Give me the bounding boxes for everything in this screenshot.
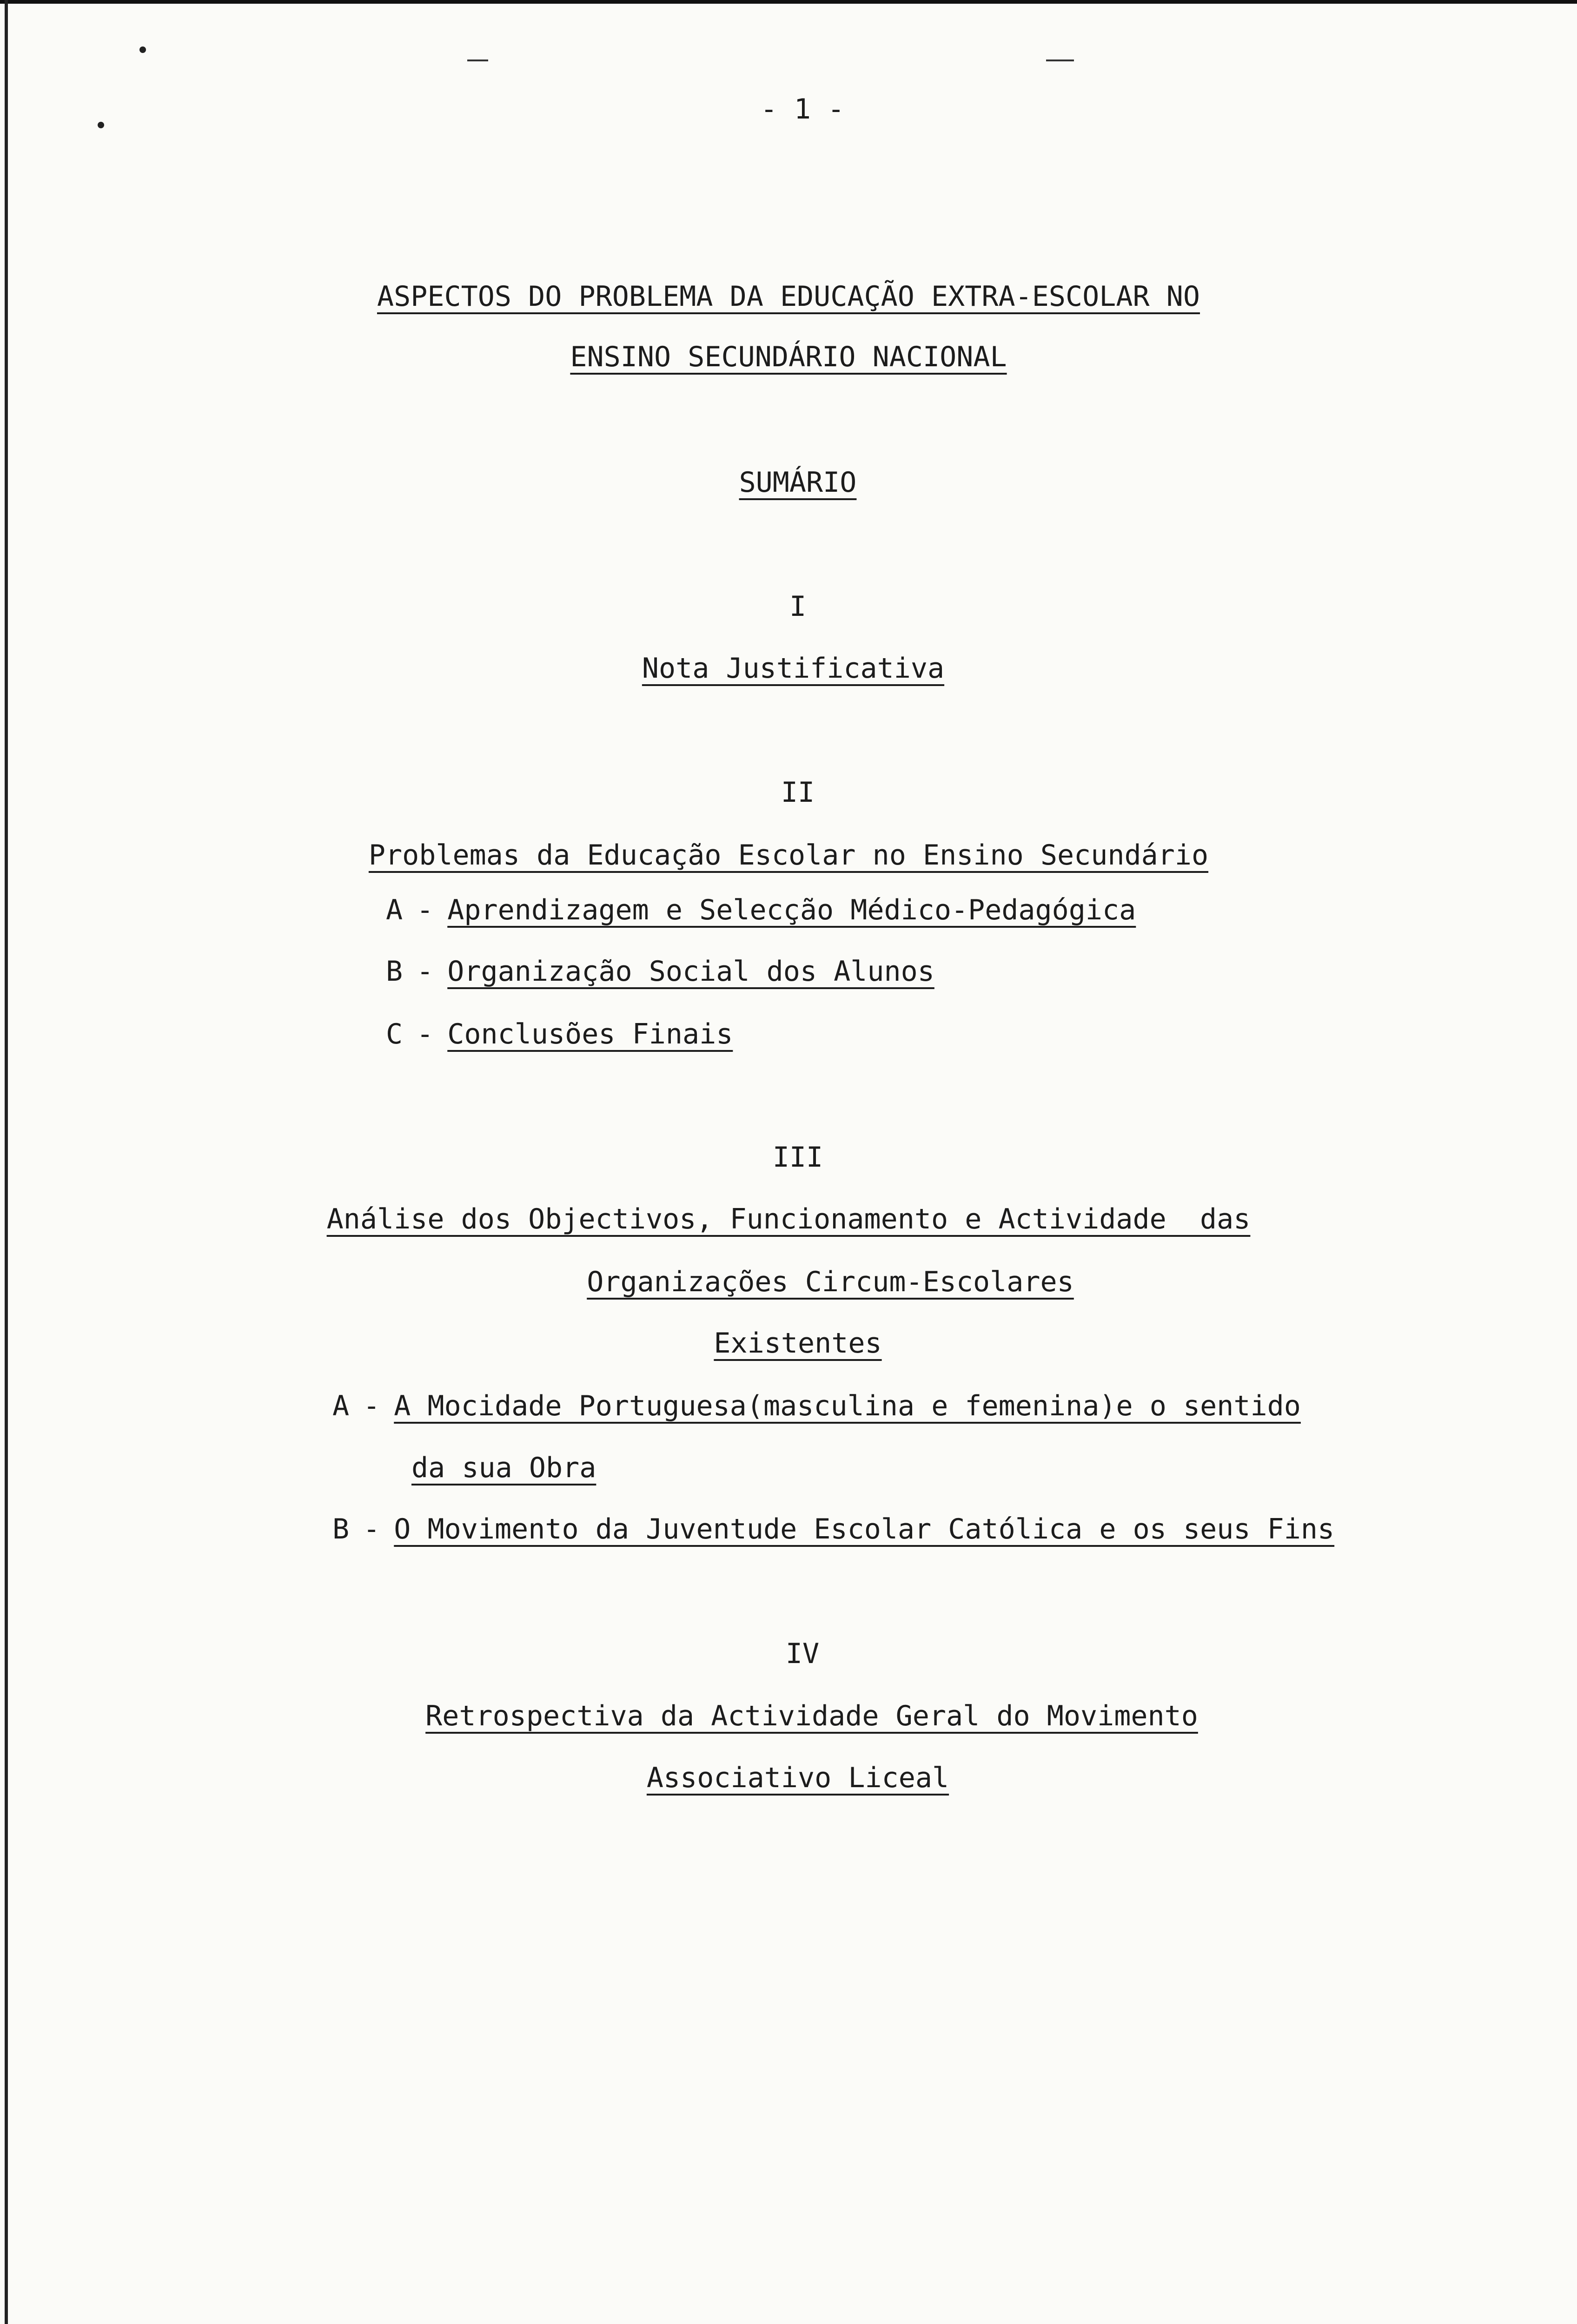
section-2-title-line [0, 837, 1577, 874]
item-text: O Movimento da Juventude Escolar Católica e os seus Fins [394, 1513, 1335, 1545]
item-dash: - [363, 1513, 380, 1545]
section-4-numeral: IV [785, 1637, 820, 1670]
section-4-title-line-2 [0, 1759, 1577, 1796]
document-title-text-1: ASPECTOS DO PROBLEMA DA EDUCAÇÃO EXTRA-ESCOLAR NO [377, 280, 1200, 313]
section-2-numeral: II [781, 776, 815, 809]
item-text: Organização Social dos Alunos [447, 955, 934, 988]
item-letter: B [386, 955, 403, 988]
document-title-line-1 [0, 278, 1577, 315]
item-letter: C [386, 1018, 403, 1050]
section-2-item-c [386, 1016, 733, 1053]
item-letter: A [386, 894, 403, 926]
page-number: - 1 - [760, 93, 845, 125]
section-3-item-b [332, 1511, 1334, 1548]
scan-speck [139, 46, 146, 53]
document-title-line-2 [0, 338, 1577, 376]
section-3-item-a-continuation [411, 1449, 596, 1486]
item-text-continuation: da sua Obra [411, 1452, 596, 1484]
item-dash: - [363, 1390, 380, 1422]
section-2-item-b [386, 953, 934, 990]
section-1-title-line [0, 650, 1577, 687]
scan-dash-mark [467, 59, 488, 61]
summary-heading-line [0, 464, 1577, 501]
scan-edge-top [0, 0, 1577, 4]
item-dash: - [417, 955, 434, 988]
item-text: Aprendizagem e Selecção Médico-Pedagógica [447, 894, 1136, 926]
item-dash: - [417, 1018, 434, 1050]
section-3-title-3: Existentes [714, 1327, 882, 1360]
section-4-title-line-1 [0, 1697, 1577, 1735]
section-2-item-a [386, 891, 1136, 929]
section-3-numeral: III [772, 1141, 823, 1174]
item-letter: A [332, 1390, 350, 1422]
section-1-title: Nota Justificativa [642, 652, 945, 685]
section-1-numeral: I [789, 590, 807, 623]
item-dash: - [417, 894, 434, 926]
document-title-text-2: ENSINO SECUNDÁRIO NACIONAL [570, 341, 1007, 373]
section-3-title-line-3 [0, 1325, 1577, 1362]
section-3-title-2: Organizações Circum-Escolares [587, 1266, 1074, 1298]
section-3-title-line-1 [0, 1201, 1577, 1238]
item-text: Conclusões Finais [447, 1018, 733, 1050]
section-3-title-1: Análise dos Objectivos, Funcionamento e Actividade das [326, 1203, 1251, 1235]
item-text: A Mocidade Portuguesa(masculina e femenina)e o sentido [394, 1390, 1301, 1422]
section-2-title: Problemas da Educação Escolar no Ensino Secundário [368, 839, 1209, 872]
scan-dash-mark [1046, 59, 1074, 61]
section-4-title-1: Retrospectiva da Actividade Geral do Movimento [425, 1700, 1198, 1732]
section-3-item-a [332, 1387, 1301, 1425]
summary-heading: SUMÁRIO [739, 466, 857, 499]
item-letter: B [332, 1513, 350, 1545]
section-4-title-2: Associativo Liceal [646, 1762, 949, 1794]
section-3-title-line-2 [0, 1263, 1577, 1301]
